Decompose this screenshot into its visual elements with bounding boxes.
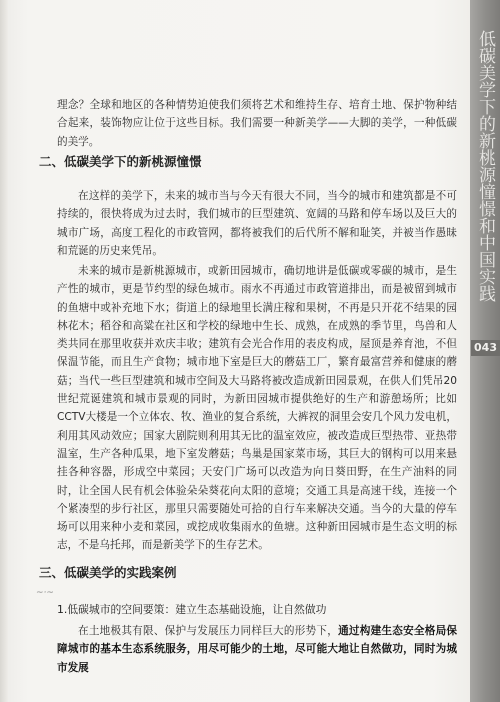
section-heading-2: 二、低碳美学下的新桃源憧憬: [39, 154, 202, 169]
section-heading-3: 三、低碳美学的实践案例: [39, 565, 177, 580]
chapter-title-vertical: 低碳美学下的新桃源憧憬和中国实践: [475, 30, 495, 302]
page-gutter: [0, 0, 8, 702]
section3-subheading-1: 1.低碳城市的空间要策：建立生态基础设施，让自然做功: [57, 603, 327, 616]
section3-paragraph-1-bold: 通过构建生态安全格局保障城市的基本生态系统服务，用尽可能少的土地，尽可能大地让自然做功，同时为城市发展: [57, 625, 458, 674]
pencil-mark: ~·~: [36, 588, 54, 598]
section3-paragraph-1-plain: 在土地极其有限、保护与发展压力同样巨大的形势下，: [78, 625, 339, 637]
page-number: 043: [471, 340, 500, 356]
intro-paragraph: 理念？全球和地区的各种情势迫使我们须将艺术和维持生存、培育土地、保护物种结合起来，装饰物应让位于这些目标。我们需要一种新美学——大脚的美学，一种低碳的美学。: [57, 99, 457, 148]
section2-paragraph-2: 未来的城市是新桃源城市，或新田园城市，确切地讲是低碳或零碳的城市，是生产性的城市，更是节约型的绿色城市。雨水不再通过市政管道排出，而是被留到城市的鱼塘中或补充地下水；街道上的绿地里长满庄稼和果树，不再是只开花不结果的园林花木；稻谷和高粱在社区和学校的绿地中生长、成熟，在成熟的季节里，鸟兽和人类共同在那里收获并欢庆丰收；建筑有会光合作用的表皮构成，屋顶是养育池，不但保温节能，而且生产食物；城市地下室是巨大的蘑菇工厂，繁育最富营养和健康的蘑菇；当代一些巨型建筑和城市空间及大马路将被改造成新田园景观，在供人们凭吊20世纪荒诞建筑和城市景观的同时，为新田园城市提供绝好的生产和游憩场所；比如CCTV大楼是一个立体农、牧、渔业的复合系统，大裤衩的洞里会安几个风力发电机，利用其风动效应；国家大剧院则利用其无比的温室效应，被改造成巨型热带、亚热带温室，生产各种瓜果，地下室发蘑菇；鸟巢是国家菜市场，其巨大的钢构可以用来悬挂各种容器，形成空中菜园；天安门广场可以改造为向日葵田野，在生产油料的同时，让全国人民有机会体验朵朵葵花向太阳的意境；交通工具是高速干线，连接一个个紧凑型的步行社区，那里只需要随处可拾的自行车来解决交通。当今的大量的停车场可以用来种小麦和菜园，或挖成收集雨水的鱼塘。这种新田园城市是生态文明的标志，不是乌托邦，而是新美学下的生存艺术。: [57, 265, 457, 552]
section3-paragraph-1: [57, 622, 457, 677]
section2-paragraph-1: 在这样的美学下，未来的城市当与今天有很大不同，当今的城市和建筑都是不可持续的，很快将成为过去时，我们城市的巨型建筑、宽阔的马路和停车场以及巨大的城市广场，高度工程化的市政管网，都将被我们的后代所不解和耻笑，并被当作愚昧和荒诞的历史来凭吊。: [57, 190, 457, 257]
